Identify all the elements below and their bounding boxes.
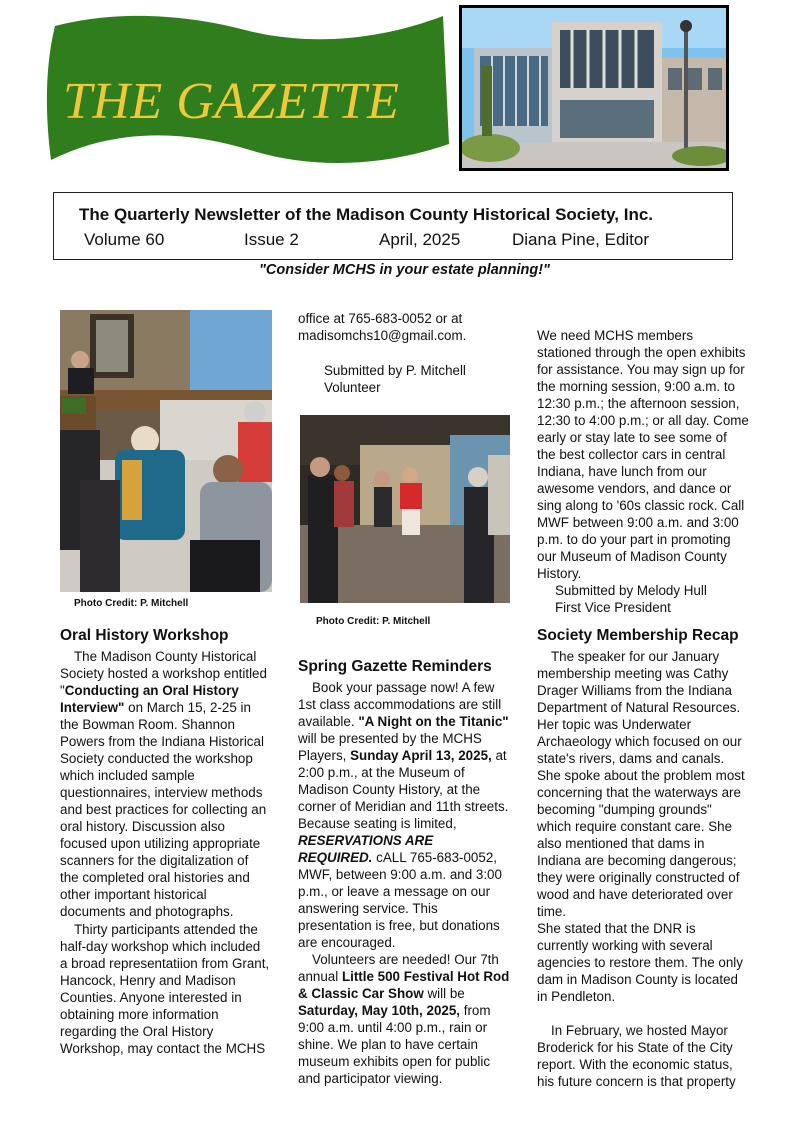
- column-2: [298, 657, 510, 1087]
- car-show-text-e: from 9:00 a.m. until 4:00 p.m., rain or shine. We plan to have certain museum exhibits open for public and participator viewing.: [298, 1003, 491, 1086]
- col3-signature-title: First Vice President: [555, 600, 671, 615]
- titanic-title-bold: "A Night on the Titanic": [358, 714, 509, 729]
- titanic-date-bold: Sunday April 13, 2025,: [350, 748, 492, 763]
- volume-label: Volume 60: [84, 230, 165, 249]
- oral-history-p1-bold: Conducting an Oral History Interview": [60, 683, 239, 715]
- tagline: "Consider MCHS in your estate planning!": [259, 262, 550, 278]
- membership-paragraph-1: The speaker for our January membership meeting was Cathy Drager Williams from the Indiana Department of Natural Resources. Her topic was Underwater Archaeology which focused on our state's rivers, dams and canals. She spoke about the problem most concerning that the waterways are becoming "dumping grounds" which require constant care. She also mentioned that dams in Indiana are becoming dangerous; they were originally constructed of wood and have deteriorated over time.: [537, 649, 745, 919]
- membership-paragraph-3: In February, we hosted Mayor Broderick for his State of the City report. With the economic status, his future concern is that property: [537, 1023, 736, 1089]
- car-show-text-a: Volunteers are needed! Our 7th annual: [298, 952, 499, 984]
- car-show-continuation: We need MCHS members stationed through the open exhibits for assistance. You may sign up for the morning session, 9:00 a.m. to 12:30 p.m.; the afternoon session, 12:30 to 4:00 p.m.; or all day. Come early or stay late to see some of the best collector cars in central Indiana, have lunch from our awesome vendors, and dance or sing along to '60s classic rock. Call MWF between 9:00 a.m. and 3:00 p.m. to do your part in promoting our Museum of Madison County History.: [537, 328, 749, 581]
- workshop-photo: [60, 310, 272, 592]
- column-1: [60, 626, 270, 1057]
- reservations-required-notice: RESERVATIONS ARE REQUIRED.: [298, 833, 434, 865]
- spring-reminders-heading: Spring Gazette Reminders: [298, 658, 492, 675]
- newsletter-title: THE GAZETTE: [63, 73, 400, 130]
- titanic-text-g: cALL 765-683-0052, MWF, between 9:00 a.m. and 3:00 p.m., or leave a message on our answering service. This presentation is free, but donations are encouraged.: [298, 850, 502, 950]
- car-show-paragraph: [298, 951, 510, 1087]
- titanic-text-e: at 2:00 p.m., at the Museum of Madison County History, at the corner of Meridian and 11th streets. Because seating is limited,: [298, 748, 509, 831]
- membership-recap-heading: Society Membership Recap: [537, 627, 739, 644]
- masthead-info-box: [53, 192, 733, 260]
- masthead-banner: [45, 10, 451, 168]
- membership-paragraph-2: She stated that the DNR is currently working with several agencies to restore them. The only dam in Madison County is located in Pendleton.: [537, 921, 743, 1004]
- oral-history-p1-text-a: The Madison County Historical Society hosted a workshop entitled ": [60, 649, 267, 698]
- museum-photo-credit: Photo Credit: P. Mitchell: [316, 616, 431, 627]
- col2-signature-name: Submitted by P. Mitchell: [324, 363, 466, 378]
- car-show-text-c: will be: [423, 986, 465, 1001]
- oral-history-paragraph-2: Thirty participants attended the half-day workshop which included a broad representatiion from Grant, Hancock, Henry and Madison Counties. Anyone interested in obtaining more information regarding the Oral History Workshop, may contact the MCHS: [60, 922, 270, 1056]
- col3-signature-name: Submitted by Melody Hull: [555, 583, 707, 598]
- editor-label: Diana Pine, Editor: [512, 230, 650, 249]
- issue-label: Issue 2: [244, 230, 299, 249]
- contact-continuation: office at 765-683-0052 or at madisomchs10@gmail.com.: [298, 311, 467, 343]
- column-3: [537, 327, 749, 1090]
- car-show-title-bold: Little 500 Festival Hot Rod & Classic Car Show: [298, 969, 510, 1001]
- newsletter-subtitle: The Quarterly Newsletter of the Madison County Historical Society, Inc.: [79, 205, 654, 224]
- titanic-text-a: Book your passage now! A few 1st class accommodations are still available.: [298, 680, 502, 729]
- titanic-text-c: will be presented by the MCHS Players,: [298, 731, 482, 763]
- workshop-photo-credit: Photo Credit: P. Mitchell: [74, 598, 189, 609]
- museum-building-photo: [459, 5, 729, 171]
- car-show-date-bold: Saturday, May 10th, 2025,: [298, 1003, 461, 1018]
- col2-signature-title: Volunteer: [324, 380, 381, 395]
- oral-history-heading: Oral History Workshop: [60, 627, 229, 644]
- column-2-continuation: [298, 310, 510, 396]
- date-label: April, 2025: [379, 230, 461, 249]
- titanic-paragraph: [298, 679, 510, 951]
- oral-history-paragraph-1: [60, 648, 270, 920]
- museum-photo: [300, 415, 510, 603]
- oral-history-p1-text-c: on March 15, 2-25 in the Bowman Room. Shannon Powers from the Indiana Historical Society conducted the workshop which included sample questionnaires, interview methods and best practices for collecting an oral history. Discussion also focused upon utilizing appropriate scanners for the digitalization of the completed oral histories and other important historical documents and photographs.: [60, 700, 267, 919]
